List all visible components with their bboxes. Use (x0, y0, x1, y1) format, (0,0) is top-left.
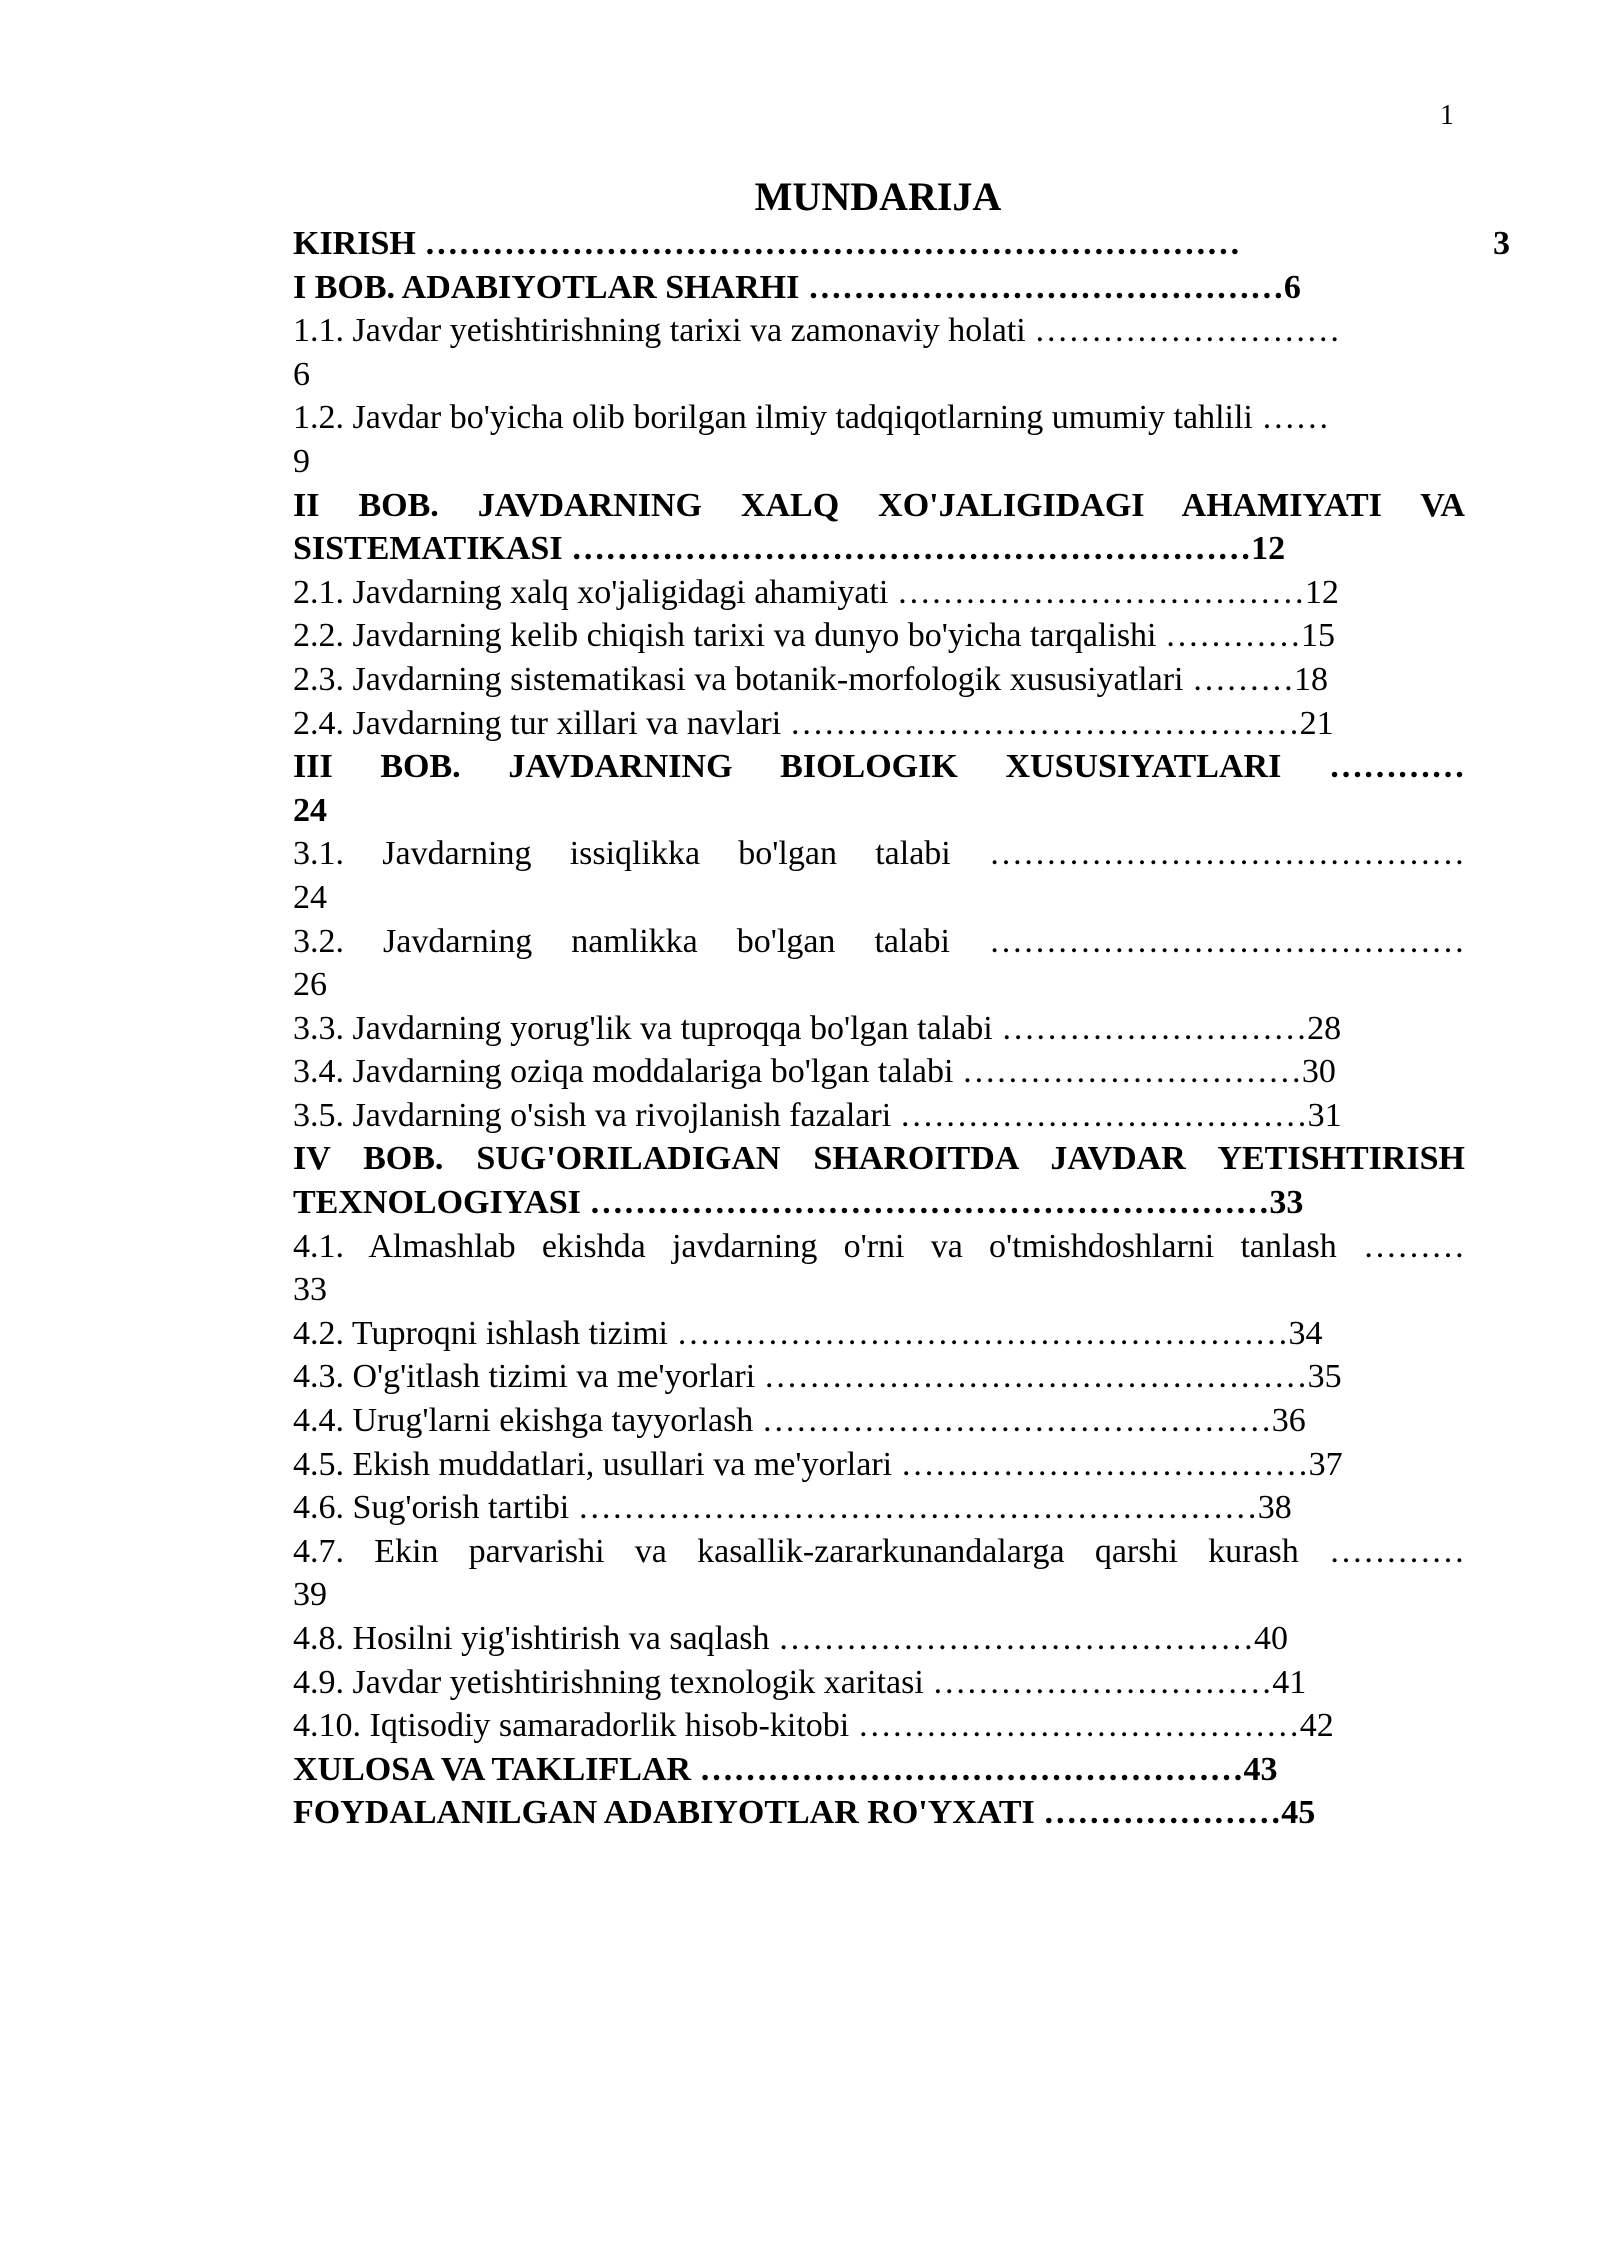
toc-line: 26 (293, 966, 327, 1004)
toc-line: III BOB. JAVDARNING BIOLOGIK XUSUSIYATLARI ………… (293, 748, 1465, 786)
toc-line: 4.8. Hosilni yig'ishtirish va saqlash ……………………………………40 (293, 1620, 1288, 1657)
toc-line: I BOB. ADABIYOTLAR SHARHI ……………………………………6 (293, 268, 1301, 306)
toc-line: XULOSA VA TAKLIFLAR …………………………………………43 (293, 1750, 1278, 1788)
toc-title: MUNDARIJA (754, 174, 1002, 219)
toc-line: 3.4. Javdarning oziqa moddalariga bo'lgan talabi …………………………30 (293, 1053, 1336, 1091)
toc-line: 4.4. Urug'larni ekishga tayyorlash ………………………………………36 (293, 1402, 1306, 1440)
toc-line: 3.3. Javdarning yorug'lik va tuproqqa bo'lgan talabi ………………………28 (293, 1009, 1342, 1047)
toc-line: SISTEMATIKASI ……………………………………………………12 (293, 530, 1286, 568)
toc-line: 3.1. Javdarning issiqlikka bo'lgan talabi …………………………………… (293, 835, 1465, 873)
toc-line: 4.3. O'g'itlash tizimi va me'yorlari …………………………………………35 (293, 1358, 1342, 1396)
toc-line: 4.1. Almashlab ekishda javdarning o'rni va o'tmishdoshlarni tanlash ……… (293, 1227, 1465, 1265)
toc-line: 2.3. Javdarning sistematikasi va botanik-morfologik xususiyatlari ………18 (293, 660, 1328, 698)
toc-line: 2.4. Javdarning tur xillari va navlari ………………………………………21 (293, 704, 1334, 742)
toc-line: 1.2. Javdar bo'yicha olib borilgan ilmiy tadqiqotlarning umumiy tahlili …… (293, 399, 1330, 437)
toc-line: 9 (293, 442, 310, 480)
toc-line: 39 (293, 1576, 327, 1614)
toc-kirish-page: 3 (1493, 225, 1510, 262)
toc-line: 4.10. Iqtisodiy samaradorlik hisob-kitobi …………………………………42 (293, 1707, 1334, 1745)
toc-line: 1.1. Javdar yetishtirishning tarixi va zamonaviy holati ……………………… (293, 312, 1341, 350)
toc-line: IV BOB. SUG'ORILADIGAN SHAROITDA JAVDAR YETISHTIRISH (293, 1140, 1465, 1178)
page-number: 1 (1440, 100, 1454, 131)
toc-line: 3.2. Javdarning namlikka bo'lgan talabi …………………………………… (293, 922, 1465, 960)
toc-line: 2.1. Javdarning xalq xo'jaligidagi ahamiyati ………………………………12 (293, 573, 1339, 611)
toc-line: 24 (293, 791, 327, 829)
toc-line: II BOB. JAVDARNING XALQ XO'JALIGIDAGI AHAMIYATI VA (293, 486, 1465, 524)
toc-line: 3.5. Javdarning o'sish va rivojlanish fazalari ………………………………31 (293, 1096, 1342, 1134)
toc-entry-kirish: KIRISH ……………………………………………………………… (293, 225, 1241, 262)
toc-line: 4.5. Ekish muddatlari, usullari va me'yorlari ………………………………37 (293, 1445, 1343, 1483)
table-of-contents (293, 222, 1465, 1835)
toc-line: FOYDALANILGAN ADABIYOTLAR RO'YXATI …………………45 (293, 1794, 1316, 1832)
toc-line: 4.9. Javdar yetishtirishning texnologik xaritasi …………………………41 (293, 1663, 1307, 1701)
toc-line: 2.2. Javdarning kelib chiqish tarixi va dunyo bo'yicha tarqalishi …………15 (293, 617, 1335, 655)
toc-line: 4.2. Tuproqni ishlash tizimi ………………………………………………34 (293, 1314, 1323, 1352)
toc-line: 24 (293, 878, 327, 916)
toc-line: 4.6. Sug'orish tartibi ……………………………………………………38 (293, 1489, 1292, 1527)
toc-line: 6 (293, 355, 310, 393)
toc-line: 4.7. Ekin parvarishi va kasallik-zararkunandalarga qarshi kurash ………… (293, 1532, 1465, 1570)
toc-line: 33 (293, 1271, 327, 1309)
toc-line: TEXNOLOGIYASI ……………………………………………………33 (293, 1184, 1304, 1222)
